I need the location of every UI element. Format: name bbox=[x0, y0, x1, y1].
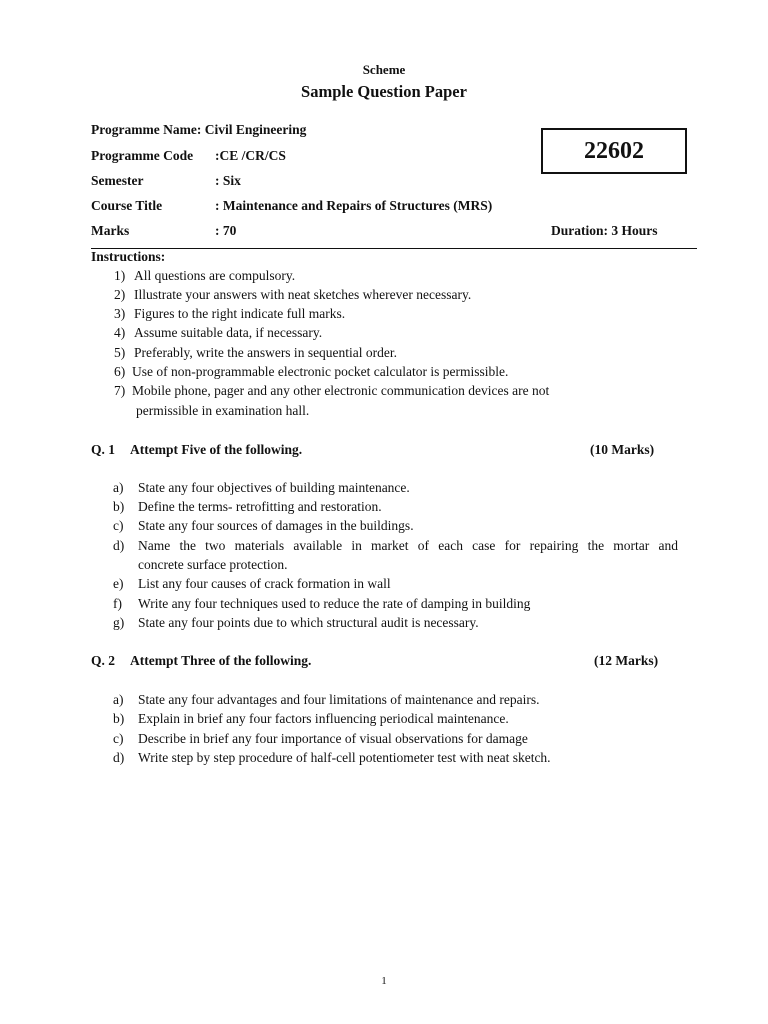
instruction-text: Assume suitable data, if necessary. bbox=[134, 325, 323, 340]
question-item-letter: d) bbox=[113, 750, 125, 765]
question-item-text: Name the two materials available in market of each case for repairing the mortar and bbox=[138, 538, 678, 553]
marks-value: : 70 bbox=[215, 223, 237, 238]
question-1-number: Q. 1 bbox=[91, 442, 116, 457]
instruction-number: 7) bbox=[114, 383, 126, 398]
instruction-text-continued: permissible in examination hall. bbox=[136, 403, 310, 418]
question-1-heading: Attempt Five of the following. bbox=[130, 442, 303, 457]
question-item-letter: c) bbox=[113, 518, 124, 533]
question-item-text: Describe in brief any four importance of visual observations for damage bbox=[138, 731, 528, 746]
question-item-text-continued: concrete surface protection. bbox=[138, 557, 288, 572]
duration: Duration: 3 Hours bbox=[551, 223, 658, 238]
question-item-text: List any four causes of crack formation in wall bbox=[138, 576, 391, 591]
programme-code-value: :CE /CR/CS bbox=[215, 148, 286, 163]
question-2-number: Q. 2 bbox=[91, 653, 116, 668]
instruction-text: Mobile phone, pager and any other electronic communication devices are not bbox=[132, 383, 550, 398]
question-item-letter: d) bbox=[113, 538, 125, 553]
question-item-text: State any four points due to which structural audit is necessary. bbox=[138, 615, 479, 630]
instruction-text: Illustrate your answers with neat sketches wherever necessary. bbox=[134, 287, 472, 302]
question-item-letter: g) bbox=[113, 615, 125, 630]
instruction-number: 3) bbox=[114, 306, 126, 321]
question-2-heading: Attempt Three of the following. bbox=[130, 653, 312, 668]
question-item-letter: e) bbox=[113, 576, 124, 591]
course-title-label: Course Title bbox=[91, 198, 163, 213]
header-divider bbox=[91, 248, 697, 249]
instructions-heading: Instructions: bbox=[91, 249, 166, 264]
instruction-text: Figures to the right indicate full marks. bbox=[134, 306, 346, 321]
question-item-letter: b) bbox=[113, 711, 125, 726]
programme-name: Programme Name: Civil Engineering bbox=[91, 122, 307, 137]
question-item-text: State any four objectives of building maintenance. bbox=[138, 480, 410, 495]
programme-code-label: Programme Code bbox=[91, 148, 194, 163]
question-1-marks: (10 Marks) bbox=[590, 442, 655, 457]
question-item-text: State any four sources of damages in the buildings. bbox=[138, 518, 414, 533]
instruction-number: 5) bbox=[114, 345, 126, 360]
instruction-text: Preferably, write the answers in sequential order. bbox=[134, 345, 398, 360]
instruction-number: 1) bbox=[114, 268, 126, 283]
question-item-letter: a) bbox=[113, 480, 124, 495]
instruction-text: All questions are compulsory. bbox=[134, 268, 296, 283]
question-item-text: Write any four techniques used to reduce the rate of damping in building bbox=[138, 596, 531, 611]
question-item-letter: c) bbox=[113, 731, 124, 746]
question-item-text: Define the terms- retrofitting and restoration. bbox=[138, 499, 382, 514]
course-title-value: : Maintenance and Repairs of Structures (MRS) bbox=[215, 198, 493, 213]
page-number: 1 bbox=[381, 975, 387, 987]
question-item-text: Write step by step procedure of half-cell potentiometer test with neat sketch. bbox=[138, 750, 551, 765]
instruction-number: 2) bbox=[114, 287, 126, 302]
question-item-letter: a) bbox=[113, 692, 124, 707]
instruction-text: Use of non-programmable electronic pocket calculator is permissible. bbox=[132, 364, 509, 379]
semester-label: Semester bbox=[91, 173, 144, 188]
page-title: Sample Question Paper bbox=[301, 82, 467, 101]
question-item-letter: f) bbox=[113, 596, 122, 611]
question-2-marks: (12 Marks) bbox=[594, 653, 659, 668]
question-item-text: Explain in brief any four factors influencing periodical maintenance. bbox=[138, 711, 509, 726]
question-item-text: State any four advantages and four limitations of maintenance and repairs. bbox=[138, 692, 540, 707]
course-code-box bbox=[541, 128, 687, 174]
semester-value: : Six bbox=[215, 173, 241, 188]
question-item-letter: b) bbox=[113, 499, 125, 514]
instruction-number: 4) bbox=[114, 325, 126, 340]
instruction-number: 6) bbox=[114, 364, 126, 379]
marks-label: Marks bbox=[91, 223, 130, 238]
course-code: 22602 bbox=[584, 137, 644, 164]
scheme-label: Scheme bbox=[362, 62, 406, 77]
